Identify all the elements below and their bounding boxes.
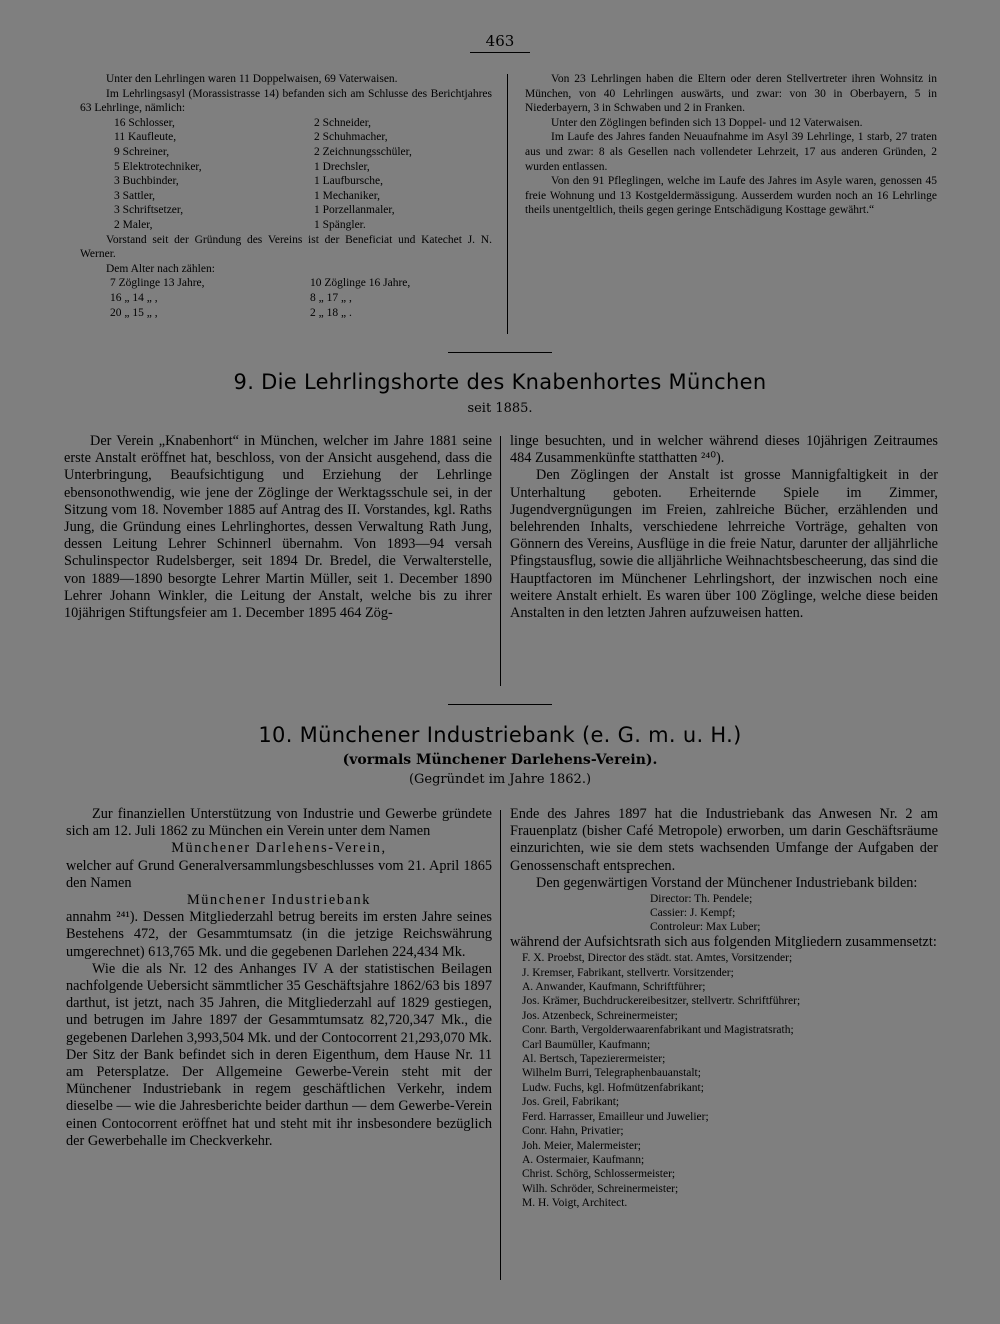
member-line: Conr. Hahn, Privatier; <box>522 1125 624 1138</box>
top-left-p2: Im Lehrlingsasyl (Morassistrasse 14) befanden sich am Schlusse des Berichtjahres 63 Lehrlinge, nämlich: <box>80 87 492 115</box>
section10-name1: Münchener Darlehens-Verein, <box>171 840 387 857</box>
age-list-cell: 8 „ 17 „ , <box>310 291 352 304</box>
section9-rule <box>448 352 552 353</box>
member-line: Carl Baumüller, Kaufmann; <box>522 1038 651 1051</box>
member-line: Jos. Krämer, Buchdruckereibesitzer, stellvertr. Schriftführer; <box>522 995 801 1008</box>
trade-list-cell: 11 Kaufleute, <box>114 131 177 144</box>
age-list-cell: 20 „ 15 „ , <box>110 306 158 319</box>
section10-title: 10. Münchener Industriebank (e. G. m. u. H.) <box>258 723 742 747</box>
trade-list <box>80 116 492 233</box>
section10-left-p4: Wie die als Nr. 12 des Anhanges IV A der statistischen Beilagen nachfolgende Uebersicht sämmtlicher 35 Geschäftsjahre 1862/63 bis 1897 darthut, ist jetzt, nach 35 Jahren, die Mitgliederzahl auf 1829 gestiegen, und betrugen im Jahre 1897 der Gesammtumsatz 82,720,347 Mk., die gegebenen Darlehen 3,993,504 Mk. und der Contocorrent 21,293,070 Mk. Der Sitz der Bank befindet sich in deren Eigenthum, dem Hause Nr. 11 am Petersplatze. Der Allgemeine Gewerbe-Verein steht mit der Münchener Industriebank in regem geschäftlichen Verkehr, indem dieselbe — wie die Jahresberichte beider darthun — dem Gewerbe-Verein einen Contocorrent eröffnet hat und steht mit ihr insbesondere bezüglich der Gewerbehalle im Checkverkehr. <box>66 960 493 1149</box>
section10-founded: (Gegründet im Jahre 1862.) <box>408 772 592 787</box>
section10-subtitle: (vormals Münchener Darlehens-Verein). <box>342 752 658 768</box>
section10-left-p2: welcher auf Grund Generalversammlungsbeschlusses vom 21. April 1865 den Namen <box>66 857 492 891</box>
member-line: F. X. Proebst, Director des städt. stat. Amtes, Vorsitzender; <box>522 952 793 965</box>
section9-right-p1: linge besuchten, und in welcher während dieses 10jährigen Zeitraumes 484 Zusammenkünfte statthatten ²⁴⁰). <box>510 433 938 467</box>
member-line: Jos. Greil, Fabrikant; <box>522 1096 620 1109</box>
section9-right-p2: Den Zöglingen der Anstalt ist grosse Mannigfaltigkeit in der Unterhaltung geboten. Erheiternde Spiele im Zimmer, Jugendvergnügungen im Freien, zahlreiche Bücher, erzählenden und belehrenden Inhalts, verschiedene lehrreiche Vorträge, gehalten von Gönnern des Vereins, Ausflüge in die freie Natur, darunter der alljährliche Pfingstausflug, sowie die alljährliche Weihnachtsbescheerung, das sind die Hauptfactoren im Münchener Lehrlingshort, der inzwischen noch eine weitere Anstalt erhielt. Es waren über 100 Zöglinge, welche diese beiden Anstalten in den letzten Jahren aufzuweisen hatten. <box>510 467 938 622</box>
member-line: Wilhelm Burri, Telegraphenbauanstalt; <box>522 1067 701 1080</box>
member-line: Ludw. Fuchs, kgl. Hofmützenfabrikant; <box>522 1081 704 1094</box>
page-number: 463 <box>470 32 530 53</box>
section9-title: 9. Die Lehrlingshorte des Knabenhortes München <box>233 370 767 394</box>
section10-left-column <box>66 806 492 1150</box>
top-right-p3: Im Laufe des Jahres fanden Neuaufnahme im Asyl 39 Lehrlinge, 1 starb, 27 traten aus und zwar: 8 als Gesellen nach vollendeter Lehrzeit, 17 aus anderen Gründen, 2 wurden entlassen. <box>525 131 937 173</box>
officer-line: Director: Th. Pendele; <box>650 893 753 906</box>
trade-list-cell: 1 Porzellanmaler, <box>314 204 395 217</box>
trade-list-cell: 1 Mechaniker, <box>314 189 380 202</box>
age-list-cell: 10 Zöglinge 16 Jahre, <box>310 277 411 290</box>
section10-right-p3: während der Aufsichtsrath sich aus folgenden Mitgliedern zusammensetzt: <box>510 934 937 951</box>
member-line: Christ. Schörg, Schlossermeister; <box>522 1168 676 1181</box>
section9-right-column <box>510 433 938 622</box>
member-line: J. Kremser, Fabrikant, stellvertr. Vorsitzender; <box>522 966 734 979</box>
board-officers <box>510 892 938 934</box>
trade-list-cell: 3 Buchbinder, <box>114 175 179 188</box>
trade-list-cell: 3 Schriftsetzer, <box>114 204 184 217</box>
trade-list-cell: 2 Schuhmacher, <box>314 131 388 144</box>
top-column-divider <box>507 74 508 334</box>
trade-list-cell: 2 Schneider, <box>314 116 372 129</box>
section10-column-divider <box>500 810 501 1280</box>
section10-rule <box>448 704 552 705</box>
member-line: Joh. Meier, Malermeister; <box>522 1139 641 1152</box>
officer-line: Cassier: J. Kempf; <box>650 907 736 920</box>
trade-list-cell: 1 Laufbursche, <box>314 175 383 188</box>
top-left-p1: Unter den Lehrlingen waren 11 Doppelwaisen, 69 Vaterwaisen. <box>106 73 398 85</box>
top-right-p1: Von 23 Lehrlingen haben die Eltern oder deren Stellvertreter ihren Wohnsitz in München, von 40 Lehrlingen auswärts, und zwar: von 30 in Oberbayern, 5 in Niederbayern, 3 in Schwaben und 2 in Franken. <box>525 73 937 115</box>
member-line: Jos. Atzenbeck, Schreinermeister; <box>522 1009 678 1022</box>
top-left-column <box>80 72 492 320</box>
section10-right-column <box>510 806 938 1211</box>
trade-list-cell: 2 Maler, <box>114 218 153 231</box>
trade-list-cell: 2 Zeichnungsschüler, <box>314 145 412 158</box>
section9-left-text: Der Verein „Knabenhort“ in München, welcher im Jahre 1881 seine erste Anstalt eröffnet hat, beschloss, von der Ansicht ausgehend, dass die Unterbringung, Beaufsichtigung und Erziehung der Lehrlinge ebensonothwendig, wie jene der Zöglinge der Werktagsschule sei, in der Sitzung vom 18. November 1885 auf Antrag des II. Vorstandes, kgl. Raths Jung, die Gründung eines Lehrlinghortes, dessen Verwaltung Rath Jung, dessen Leitung Lehrer Schinnerl übernahm. Von 1893—94 versah Schulinspector Rudelsberger, seit 1894 Dr. Bredel, die Verwalterstelle, von 1889—1890 besorgte Lehrer Martin Müller, seit 1. December 1890 Lehrer Johann Winkler, die Leitung der Anstalt, welche bis zu ihrer 10jährigen Stiftungsfeier am 1. December 1895 464 Zög- <box>64 433 492 622</box>
member-line: A. Ostermaier, Kaufmann; <box>522 1153 645 1166</box>
section9-subtitle: seit 1885. <box>467 401 533 416</box>
section9-left-column <box>64 433 492 622</box>
top-left-p3: Vorstand seit der Gründung des Vereins ist der Beneficiat und Katechet J. N. Werner. <box>80 233 492 261</box>
member-line: Wilh. Schröder, Schreinermeister; <box>522 1182 679 1195</box>
trade-list-cell: 16 Schlosser, <box>114 116 175 129</box>
trade-list-cell: 1 Drechsler, <box>314 160 370 173</box>
age-list-cell: 16 „ 14 „ , <box>110 291 158 304</box>
top-right-column <box>525 72 937 218</box>
top-right-p2: Unter den Zöglingen befinden sich 13 Doppel- und 12 Vaterwaisen. <box>551 116 863 129</box>
section10-name2: Münchener Industriebank <box>186 892 372 909</box>
section9-column-divider <box>500 436 501 686</box>
officer-line: Controleur: Max Luber; <box>650 921 761 934</box>
member-line: Ferd. Harrasser, Emailleur und Juwelier; <box>522 1110 709 1123</box>
trade-list-cell: 5 Elektrotechniker, <box>114 160 202 173</box>
trade-list-cell: 3 Sattler, <box>114 189 156 202</box>
trade-list-cell: 9 Schreiner, <box>114 145 170 158</box>
trade-list-cell: 1 Spängler. <box>314 218 366 231</box>
age-list <box>80 276 492 320</box>
member-line: M. H. Voigt, Architect. <box>522 1197 628 1210</box>
member-line: Conr. Barth, Vergolderwaarenfabrikant und Magistratsrath; <box>522 1024 794 1037</box>
section10-right-p1: Ende des Jahres 1897 hat die Industriebank das Anwesen Nr. 2 am Frauenplatz (bisher Café Metropole) erworben, um darin Geschäftsräume einzurichten, wie sie dem stets wachsenden Umfange der Aufgaben der Genossenschaft entsprechen. <box>510 806 938 874</box>
section10-left-p1: Zur finanziellen Unterstützung von Industrie und Gewerbe gründete sich am 12. Juli 1862 zu München ein Verein unter dem Namen <box>66 806 492 840</box>
section10-right-p2: Den gegenwärtigen Vorstand der Münchener Industriebank bilden: <box>536 874 918 891</box>
supervisory-board-members <box>510 951 938 1210</box>
top-left-p4: Dem Alter nach zählen: <box>106 262 215 275</box>
section10-left-p3: annahm ²⁴¹). Dessen Mitgliederzahl betrug bereits im ersten Jahre seines Bestehens 472, der Gesammtumsatz (in die jetzige Reichswährung umgerechnet) 613,765 Mk. und die gegebenen Darlehen 224,434 Mk. <box>66 909 492 960</box>
age-list-cell: 7 Zöglinge 13 Jahre, <box>110 277 205 290</box>
age-list-cell: 2 „ 18 „ . <box>310 306 352 319</box>
top-right-p4: Von den 91 Pfleglingen, welche im Laufe des Jahres im Asyle waren, genossen 45 freie Wohnung und 13 Kostgeldermässigung. Ausserdem wurden noch an 16 Lehrlinge theils unentgeltlich, theils gegen geringe Entschädigung Kosttage gewährt.“ <box>525 175 937 217</box>
member-line: Al. Bertsch, Tapezierermeister; <box>522 1053 666 1066</box>
member-line: A. Anwander, Kaufmann, Schriftführer; <box>522 981 706 994</box>
